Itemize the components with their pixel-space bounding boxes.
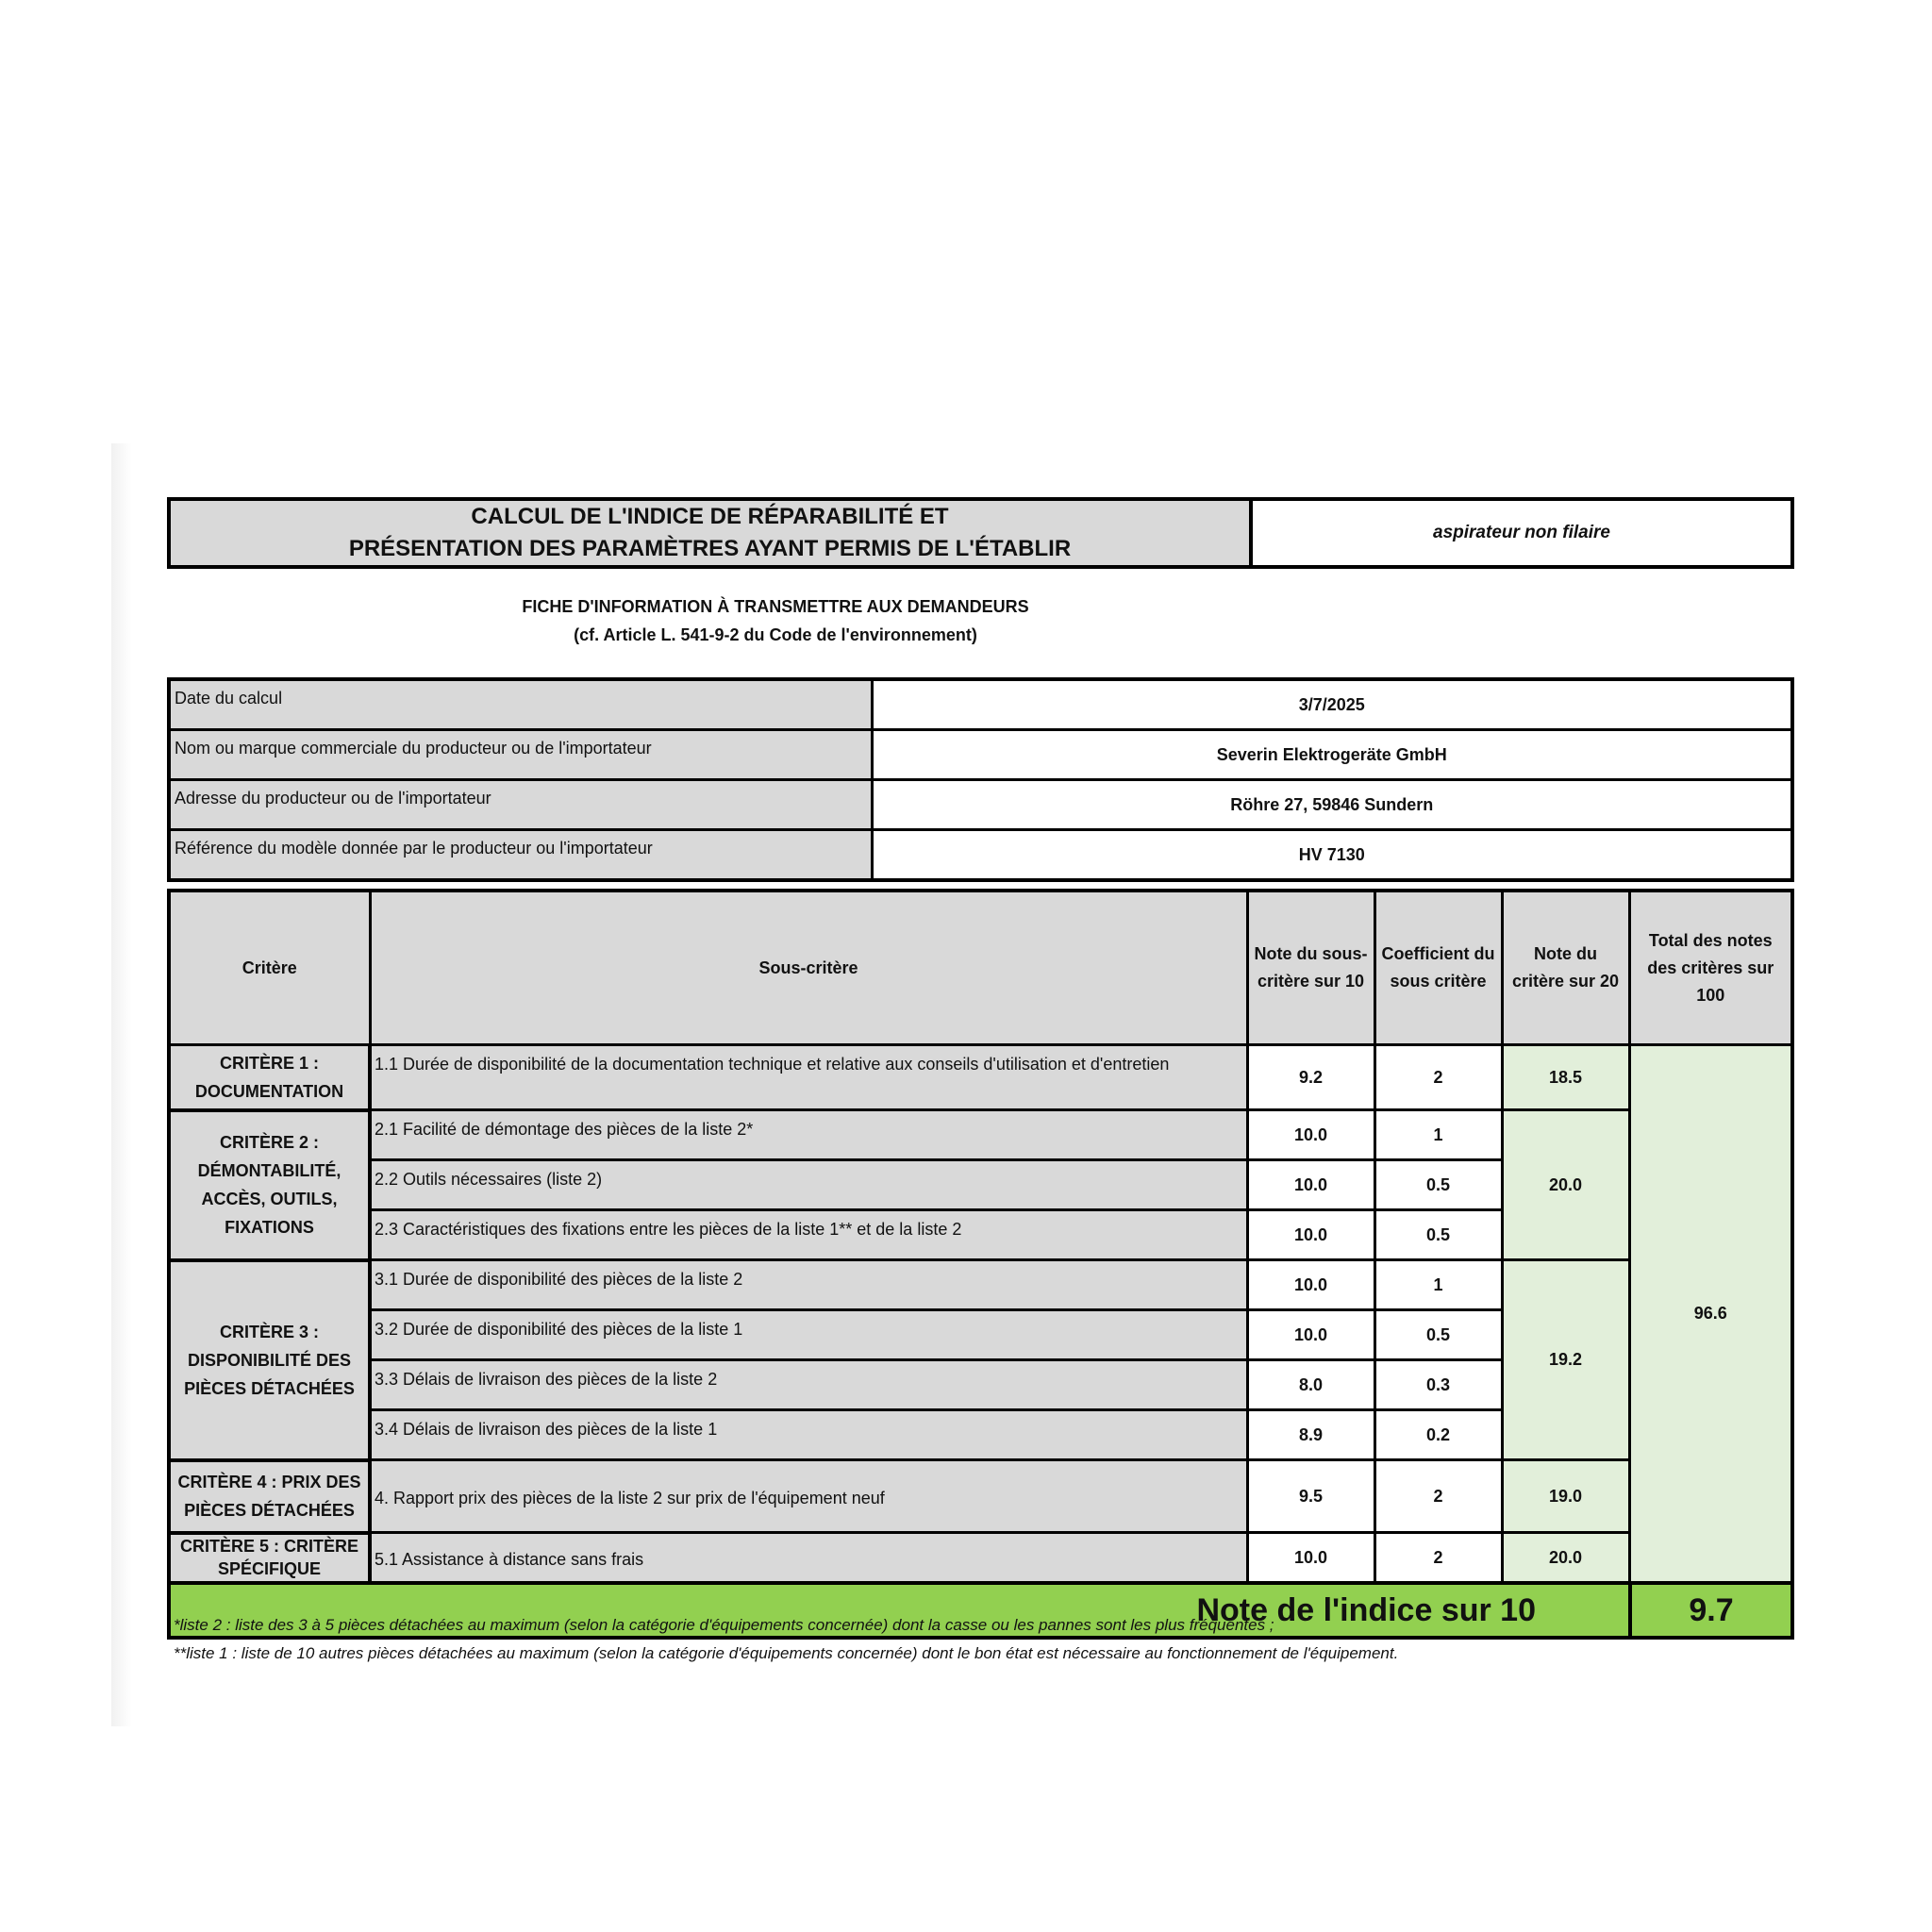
product-type: aspirateur non filaire <box>1433 523 1610 542</box>
total-score: 96.6 <box>1629 1045 1792 1584</box>
info-label: Date du calcul <box>169 679 872 730</box>
document-title <box>171 501 1253 565</box>
criterion-5-cell <box>169 1533 370 1584</box>
info-label: Adresse du producteur ou de l'importateur <box>169 780 872 830</box>
sub-criterion-note: 10.0 <box>1247 1260 1374 1310</box>
sub-criterion-coef: 0.2 <box>1374 1410 1502 1460</box>
sub-criterion-label: 2.3 Caractéristiques des fixations entre les pièces de la liste 1** et de la liste 2 <box>370 1210 1247 1260</box>
criterion-1-note: 18.5 <box>1502 1045 1629 1110</box>
sub-criterion-note: 8.9 <box>1247 1410 1374 1460</box>
sub-criterion-note: 10.0 <box>1247 1210 1374 1260</box>
title-line-2: PRÉSENTATION DES PARAMÈTRES AYANT PERMIS DE L'ÉTABLIR <box>348 536 1072 561</box>
sub-criterion-note: 9.5 <box>1247 1460 1374 1533</box>
sub-criterion-note: 10.0 <box>1247 1533 1374 1584</box>
sub-criterion-note: 10.0 <box>1247 1310 1374 1360</box>
criterion-3-note: 19.2 <box>1502 1260 1629 1460</box>
table-header-row <box>169 891 1792 1045</box>
sub-criterion-coef: 0.3 <box>1374 1360 1502 1410</box>
sub-criterion-label: 3.2 Durée de disponibilité des pièces de la liste 1 <box>370 1310 1247 1360</box>
header-note-critere: Note du critère sur 20 <box>1502 891 1629 1045</box>
footnote-liste-1: **liste 1 : liste de 10 autres pièces détachées au maximum (selon la catégorie d'équipements concernée) dont le bon état est nécessaire au fonctionnement de l'équipement. <box>174 1644 1399 1662</box>
sub-criterion-coef: 0.5 <box>1374 1210 1502 1260</box>
table-row <box>169 1460 1792 1533</box>
final-score-value: 9.7 <box>1689 1591 1734 1628</box>
criterion-2-name: CRITÈRE 2 : DÉMONTABILITÉ, ACCÈS, OUTILS, FIXATIONS <box>169 1110 370 1260</box>
sub-criterion-label: 3.4 Délais de livraison des pièces de la liste 1 <box>370 1410 1247 1460</box>
footnote-liste-2: *liste 2 : liste des 3 à 5 pièces détachées au maximum (selon la catégorie d'équipements concernée) dont la casse ou les pannes sont les plus fréquentes ; <box>174 1616 1274 1634</box>
subheading <box>167 592 1384 649</box>
info-row-producer <box>169 730 1792 780</box>
subheading-line-1: FICHE D'INFORMATION À TRANSMETTRE AUX DEMANDEURS <box>522 597 1029 616</box>
header-critere: Critère <box>169 891 370 1045</box>
info-value: HV 7130 <box>872 830 1792 881</box>
page-edge-shadow <box>111 443 132 1726</box>
title-line-1: CALCUL DE L'INDICE DE RÉPARABILITÉ ET <box>471 504 949 529</box>
sub-criterion-label: 5.1 Assistance à distance sans frais <box>370 1533 1247 1584</box>
criterion-3-name: CRITÈRE 3 : DISPONIBILITÉ DES PIÈCES DÉTACHÉES <box>169 1260 370 1460</box>
criteria-table <box>167 889 1794 1640</box>
header-coefficient: Coefficient du sous critère <box>1374 891 1502 1045</box>
title-box <box>167 497 1794 569</box>
criterion-5-name: CRITÈRE 5 : CRITÈRE SPÉCIFIQUE <box>179 1536 359 1578</box>
header-total: Total des notes des critères sur 100 <box>1629 891 1792 1045</box>
sub-criterion-coef: 2 <box>1374 1460 1502 1533</box>
info-row-model <box>169 830 1792 881</box>
sub-criterion-coef: 0.5 <box>1374 1160 1502 1210</box>
table-row <box>169 1110 1792 1160</box>
sub-criterion-coef: 2 <box>1374 1045 1502 1110</box>
sub-criterion-coef: 1 <box>1374 1110 1502 1160</box>
info-row-address <box>169 780 1792 830</box>
info-value: 3/7/2025 <box>872 679 1792 730</box>
header-sous-critere: Sous-critère <box>370 891 1247 1045</box>
sub-criterion-coef: 1 <box>1374 1260 1502 1310</box>
criterion-2-note: 20.0 <box>1502 1110 1629 1260</box>
sub-criterion-label: 3.3 Délais de livraison des pièces de la liste 2 <box>370 1360 1247 1410</box>
table-row <box>169 1533 1792 1584</box>
sub-criterion-label: 3.1 Durée de disponibilité des pièces de la liste 2 <box>370 1260 1247 1310</box>
sub-criterion-coef: 0.5 <box>1374 1310 1502 1360</box>
criterion-5-note: 20.0 <box>1502 1533 1629 1584</box>
sub-criterion-note: 8.0 <box>1247 1360 1374 1410</box>
sub-criterion-note: 10.0 <box>1247 1160 1374 1210</box>
info-value: Röhre 27, 59846 Sundern <box>872 780 1792 830</box>
info-value: Severin Elektrogeräte GmbH <box>872 730 1792 780</box>
info-label: Nom ou marque commerciale du producteur ou de l'importateur <box>169 730 872 780</box>
table-row <box>169 1045 1792 1110</box>
table-row <box>169 1260 1792 1310</box>
info-table <box>167 677 1794 882</box>
footnotes <box>174 1611 1796 1668</box>
sub-criterion-label: 2.1 Facilité de démontage des pièces de la liste 2* <box>370 1110 1247 1160</box>
sub-criterion-coef: 2 <box>1374 1533 1502 1584</box>
final-score-label: Note de l'indice sur 10 <box>171 1585 1632 1636</box>
subheading-line-2: (cf. Article L. 541-9-2 du Code de l'environnement) <box>574 625 977 644</box>
criterion-4-note: 19.0 <box>1502 1460 1629 1533</box>
sub-criterion-note: 9.2 <box>1247 1045 1374 1110</box>
criterion-4-name: CRITÈRE 4 : PRIX DES PIÈCES DÉTACHÉES <box>169 1460 370 1533</box>
info-label: Référence du modèle donnée par le producteur ou l'importateur <box>169 830 872 881</box>
sub-criterion-label: 1.1 Durée de disponibilité de la documentation technique et relative aux conseils d'utilisation et d'entretien <box>370 1045 1247 1110</box>
sub-criterion-label: 4. Rapport prix des pièces de la liste 2 sur prix de l'équipement neuf <box>370 1460 1247 1533</box>
header-note-sous-critere: Note du sous-critère sur 10 <box>1247 891 1374 1045</box>
criterion-1-name: CRITÈRE 1 : DOCUMENTATION <box>169 1045 370 1110</box>
sub-criterion-label: 2.2 Outils nécessaires (liste 2) <box>370 1160 1247 1210</box>
sub-criterion-note: 10.0 <box>1247 1110 1374 1160</box>
info-row-date <box>169 679 1792 730</box>
